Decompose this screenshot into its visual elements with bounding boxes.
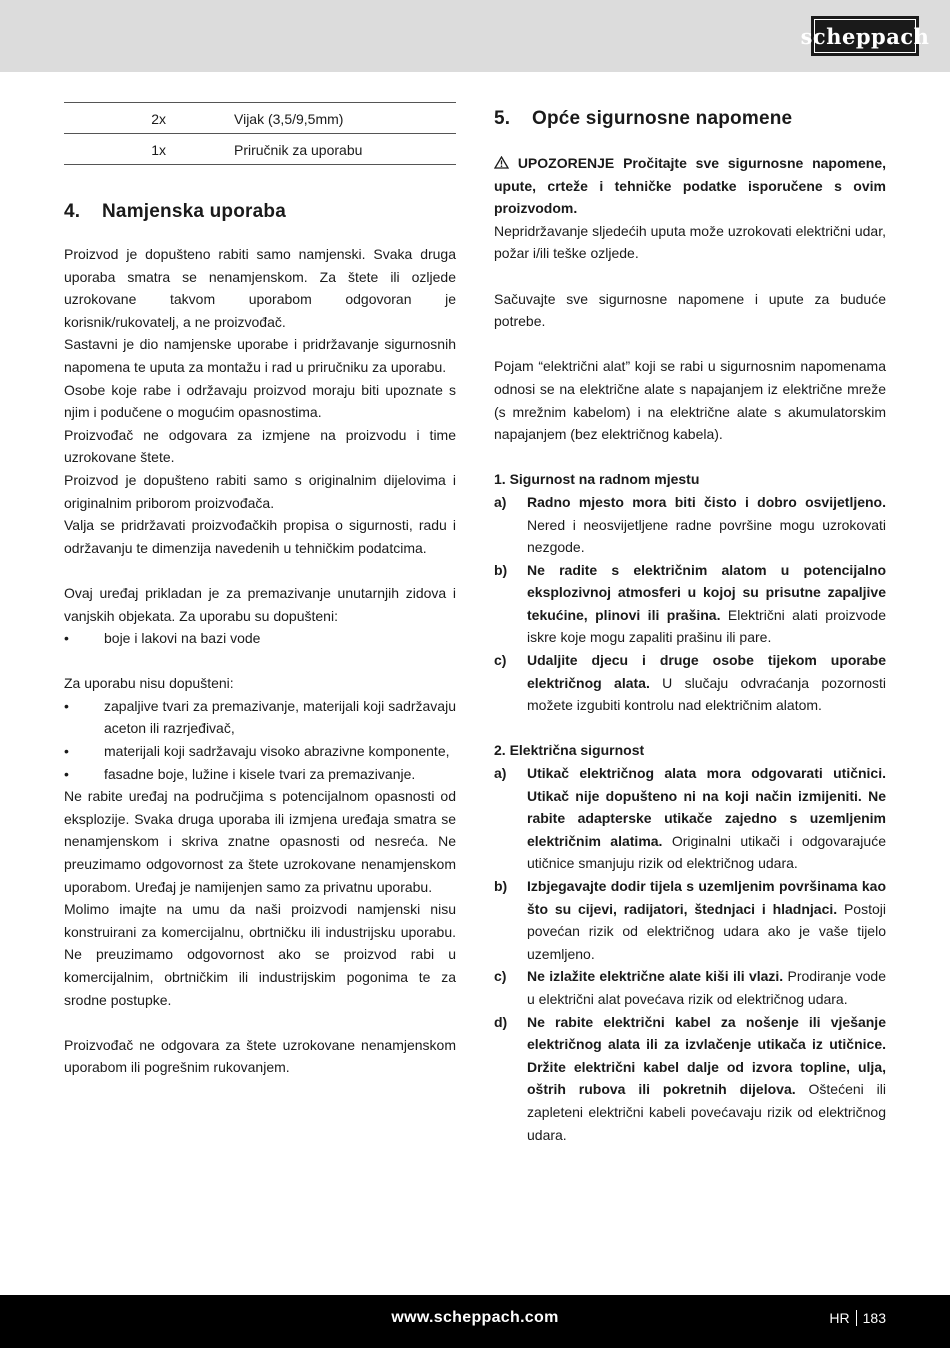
list-item: • materijali koji sadržavaju visoko abrazivne komponente, [64,743,450,760]
part-qty: 1x [151,142,166,158]
subsection-title: 1. Sigurnost na radnom mjestu [494,471,700,488]
paragraph: Sastavni je dio namjenske uporabe i pridržavanje sigurnosnih napomena te uputa za montažu i rad u priručniku za uporabu. [64,336,456,375]
list-item: a) Radno mjesto mora biti čisto i dobro osvijetljeno. Nered i neosvijetljene radne površine mogu uzrokovati nezgode. [494,493,886,556]
footer-url-link[interactable]: www.scheppach.com [391,1309,559,1326]
section-4-heading: 4. Namjenska uporaba [64,201,286,222]
subsection-title: 2. Električna sigurnost [494,742,645,759]
paragraph: Sačuvajte sve sigurnosne napomene i upute za buduće potrebe. [494,290,886,330]
paragraph: Valja se pridržavati proizvođačkih propisa o sigurnosti, radu i održavanju te dimenzija navedenih u tehničkim podatcima. [64,517,456,556]
part-qty: 2x [151,111,166,127]
separator [856,1310,857,1326]
table-row [64,103,456,134]
warning-paragraph: UPOZORENJE Pročitajte sve sigurnosne napomene, upute, crteže i tehničke podatke isporučene s ovim proizvodom. [494,152,886,220]
right-column [494,102,886,1146]
list-item: b) Izbjegavajte dodir tijela s uzemljenim površinama kao što su cijevi, radijatori, štednjaci i hladnjaci. Postoji povećan rizik od električnog udara ako je vaše tijelo uzemljeno. [494,878,886,962]
page-number: HR 183 [829,1310,886,1326]
scheppach-logo: scheppach [811,16,919,56]
paragraph: Proizvođač ne odgovara za izmjene na proizvodu i time uzrokovane štete. [64,426,456,466]
header-band [0,0,950,72]
list-item: d) Ne rabite električni kabel za nošenje ili vješanje električnog alata ili za izvlačenje utikača iz utičnice. Držite električni kabel dalje od izvora topline, ulja, oštrih rubova ili pokretnih dijelova. Oštećeni ili zapleteni električni kabeli povećavaju rizik od električnog udara. [494,1013,886,1143]
list-item: a) Utikač električnog alata mora odgovarati utičnici. Utikač nije dopušteno ni na koji način izmijeniti. Ne rabite adapterske utikače zajedno s uzemljenim električnim alatima. Originalni utikači i odgovarajuće utičnice smanjuju rizik od električnog udara. [494,765,886,872]
paragraph: Nepridržavanje sljedećih uputa može uzrokovati električni udar, požar i/ili teške ozljede. [494,222,886,262]
warning-triangle-icon [494,152,509,175]
list-item: c) Udaljite djecu i druge osobe tijekom uporabe električnog alata. U slučaju odvraćanja pozornosti možete izgubiti kontrolu nad električnim alatom. [494,652,886,714]
paragraph: Proizvod je dopušteno rabiti samo s originalnim dijelovima i originalnim priborom proizvođača. [64,471,456,511]
section-5-heading: 5. Opće sigurnosne napomene [494,108,793,129]
paragraph: Ne rabite uređaj na područjima s potencijalnom opasnosti od eksplozije. Svaka druga uporaba ili izmjena uređaja smatra se nenamjenskom i skriva znatne opasnosti od nesreća. Ne preuzimamo odgovornost za štete uzrokovane nenamjenskom uporabom. Uređaj je namijenjen samo za privatnu uporabu. [64,788,456,895]
list-item: • fasadne boje, lužine i kisele tvari za premazivanje. [64,765,416,782]
part-name: Priručnik za uporabu [234,142,363,158]
paragraph: Osobe koje rabe i održavaju proizvod moraju biti upoznate s njim i podučene o mogućim opasnostima. [64,381,456,421]
part-name: Vijak (3,5/9,5mm) [234,111,344,127]
paragraph: Molimo imajte na umu da naši proizvodi namjenski nisu konstruirani za komercijalnu, obrtničku ili industrijsku uporabu. Ne preuzimamo odgovornost ako se proizvod rabi u komercijalnim, obrtničkim ili industrijskim pogonima te za srodne postupke. [64,901,456,1008]
parts-table [64,102,456,165]
table-row [64,134,456,165]
list-item: b) Ne radite s električnim alatom u potencijalno eksplozivnoj atmosferi u kojoj su prisutne zapaljive tekućine, plinovi ili prašina. Električni alati proizvode iskre koje mogu zapaliti prašinu ili pare. [494,561,886,646]
list-item: • zapaljive tvari za premazivanje, materijali koji sadržavaju aceton ili razrjeđivač, [64,697,456,737]
paragraph: Za uporabu nisu dopušteni: [64,675,234,692]
paragraph: Ovaj uređaj prikladan je za premazivanje unutarnjih zidova i vanjskih objekata. Za uporabu su dopušteni: [64,584,456,624]
list-item: c) Ne izlažite električne alate kiši ili vlazi. Prodiranje vode u električni alat povećava rizik od električnog udara. [494,968,886,1007]
paragraph: Proizvod je dopušteno rabiti samo namjenski. Svaka druga uporaba smatra se nenamjenskom. Za štete ili ozljede uzrokovane takvom uporabom odgovoran je korisnik/rukovatelj, a ne proizvođač. [64,246,456,330]
paragraph: Pojam “električni alat” koji se rabi u sigurnosnim napomenama odnosi se na električne alate s napajanjem iz električne mreže (s mrežnim kabelom) i na električne alate s akumulatorskim napajanjem (bez električnog kabela). [494,358,886,443]
list-item: • boje i lakovi na bazi vode [64,630,261,647]
footer-band [0,1295,950,1348]
paragraph: Proizvođač ne odgovara za štete uzrokovane nenamjenskom uporabom ili pogrešnim rukovanjem. [64,1036,456,1076]
left-column [64,102,456,1079]
